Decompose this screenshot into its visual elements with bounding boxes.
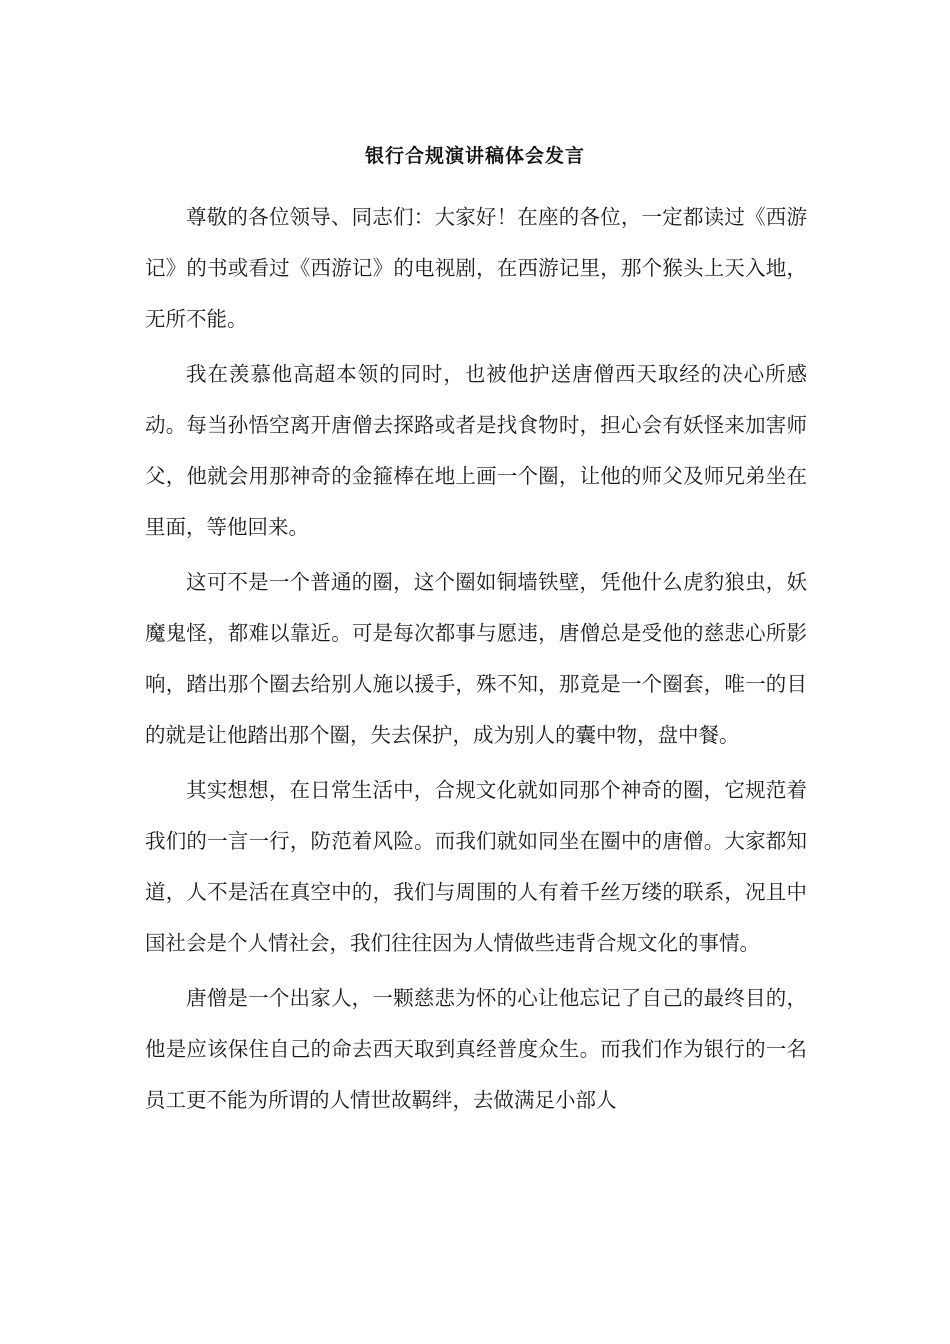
paragraph-3: 这可不是一个普通的圈，这个圈如铜墙铁壁，凭他什么虎豹狼虫，妖魔鬼怪，都难以靠近。可是每次都事与愿违，唐僧总是受他的慈悲心所影响，踏出那个圈去给别人施以援手，殊不知，那竟是一个圈套，唯一的目的就是让他踏出那个圈，失去保护，成为别人的囊中物，盘中餐。: [145, 570, 807, 747]
paragraph-1: 尊敬的各位领导、同志们：大家好！在座的各位，一定都读过《西游记》的书或看过《西游记》的电视剧，在西游记里，那个猴头上天入地，无所不能。: [145, 205, 807, 331]
document-body: [145, 192, 807, 1130]
paragraph-2: 我在羡慕他高超本领的同时，也被他护送唐僧西天取经的决心所感动。每当孙悟空离开唐僧去探路或者是找食物时，担心会有妖怪来加害师父，他就会用那神奇的金箍棒在地上画一个圈，让他的师父及师兄弟坐在里面，等他回来。: [145, 362, 807, 539]
paragraph-4: 其实想想，在日常生活中，合规文化就如同那个神奇的圈，它规范着我们的一言一行，防范着风险。而我们就如同坐在圈中的唐僧。大家都知道，人不是活在真空中的，我们与周围的人有着千丝万缕的联系，况且中国社会是个人情社会，我们往往因为人情做些违背合规文化的事情。: [145, 778, 807, 955]
document-title: 银行合规演讲稿体会发言: [364, 145, 585, 167]
paragraph-5: 唐僧是一个出家人，一颗慈悲为怀的心让他忘记了自己的最终目的，他是应该保住自己的命去西天取到真经普度众生。而我们作为银行的一名员工更不能为所谓的人情世故羁绊，去做满足小部人: [145, 986, 807, 1112]
